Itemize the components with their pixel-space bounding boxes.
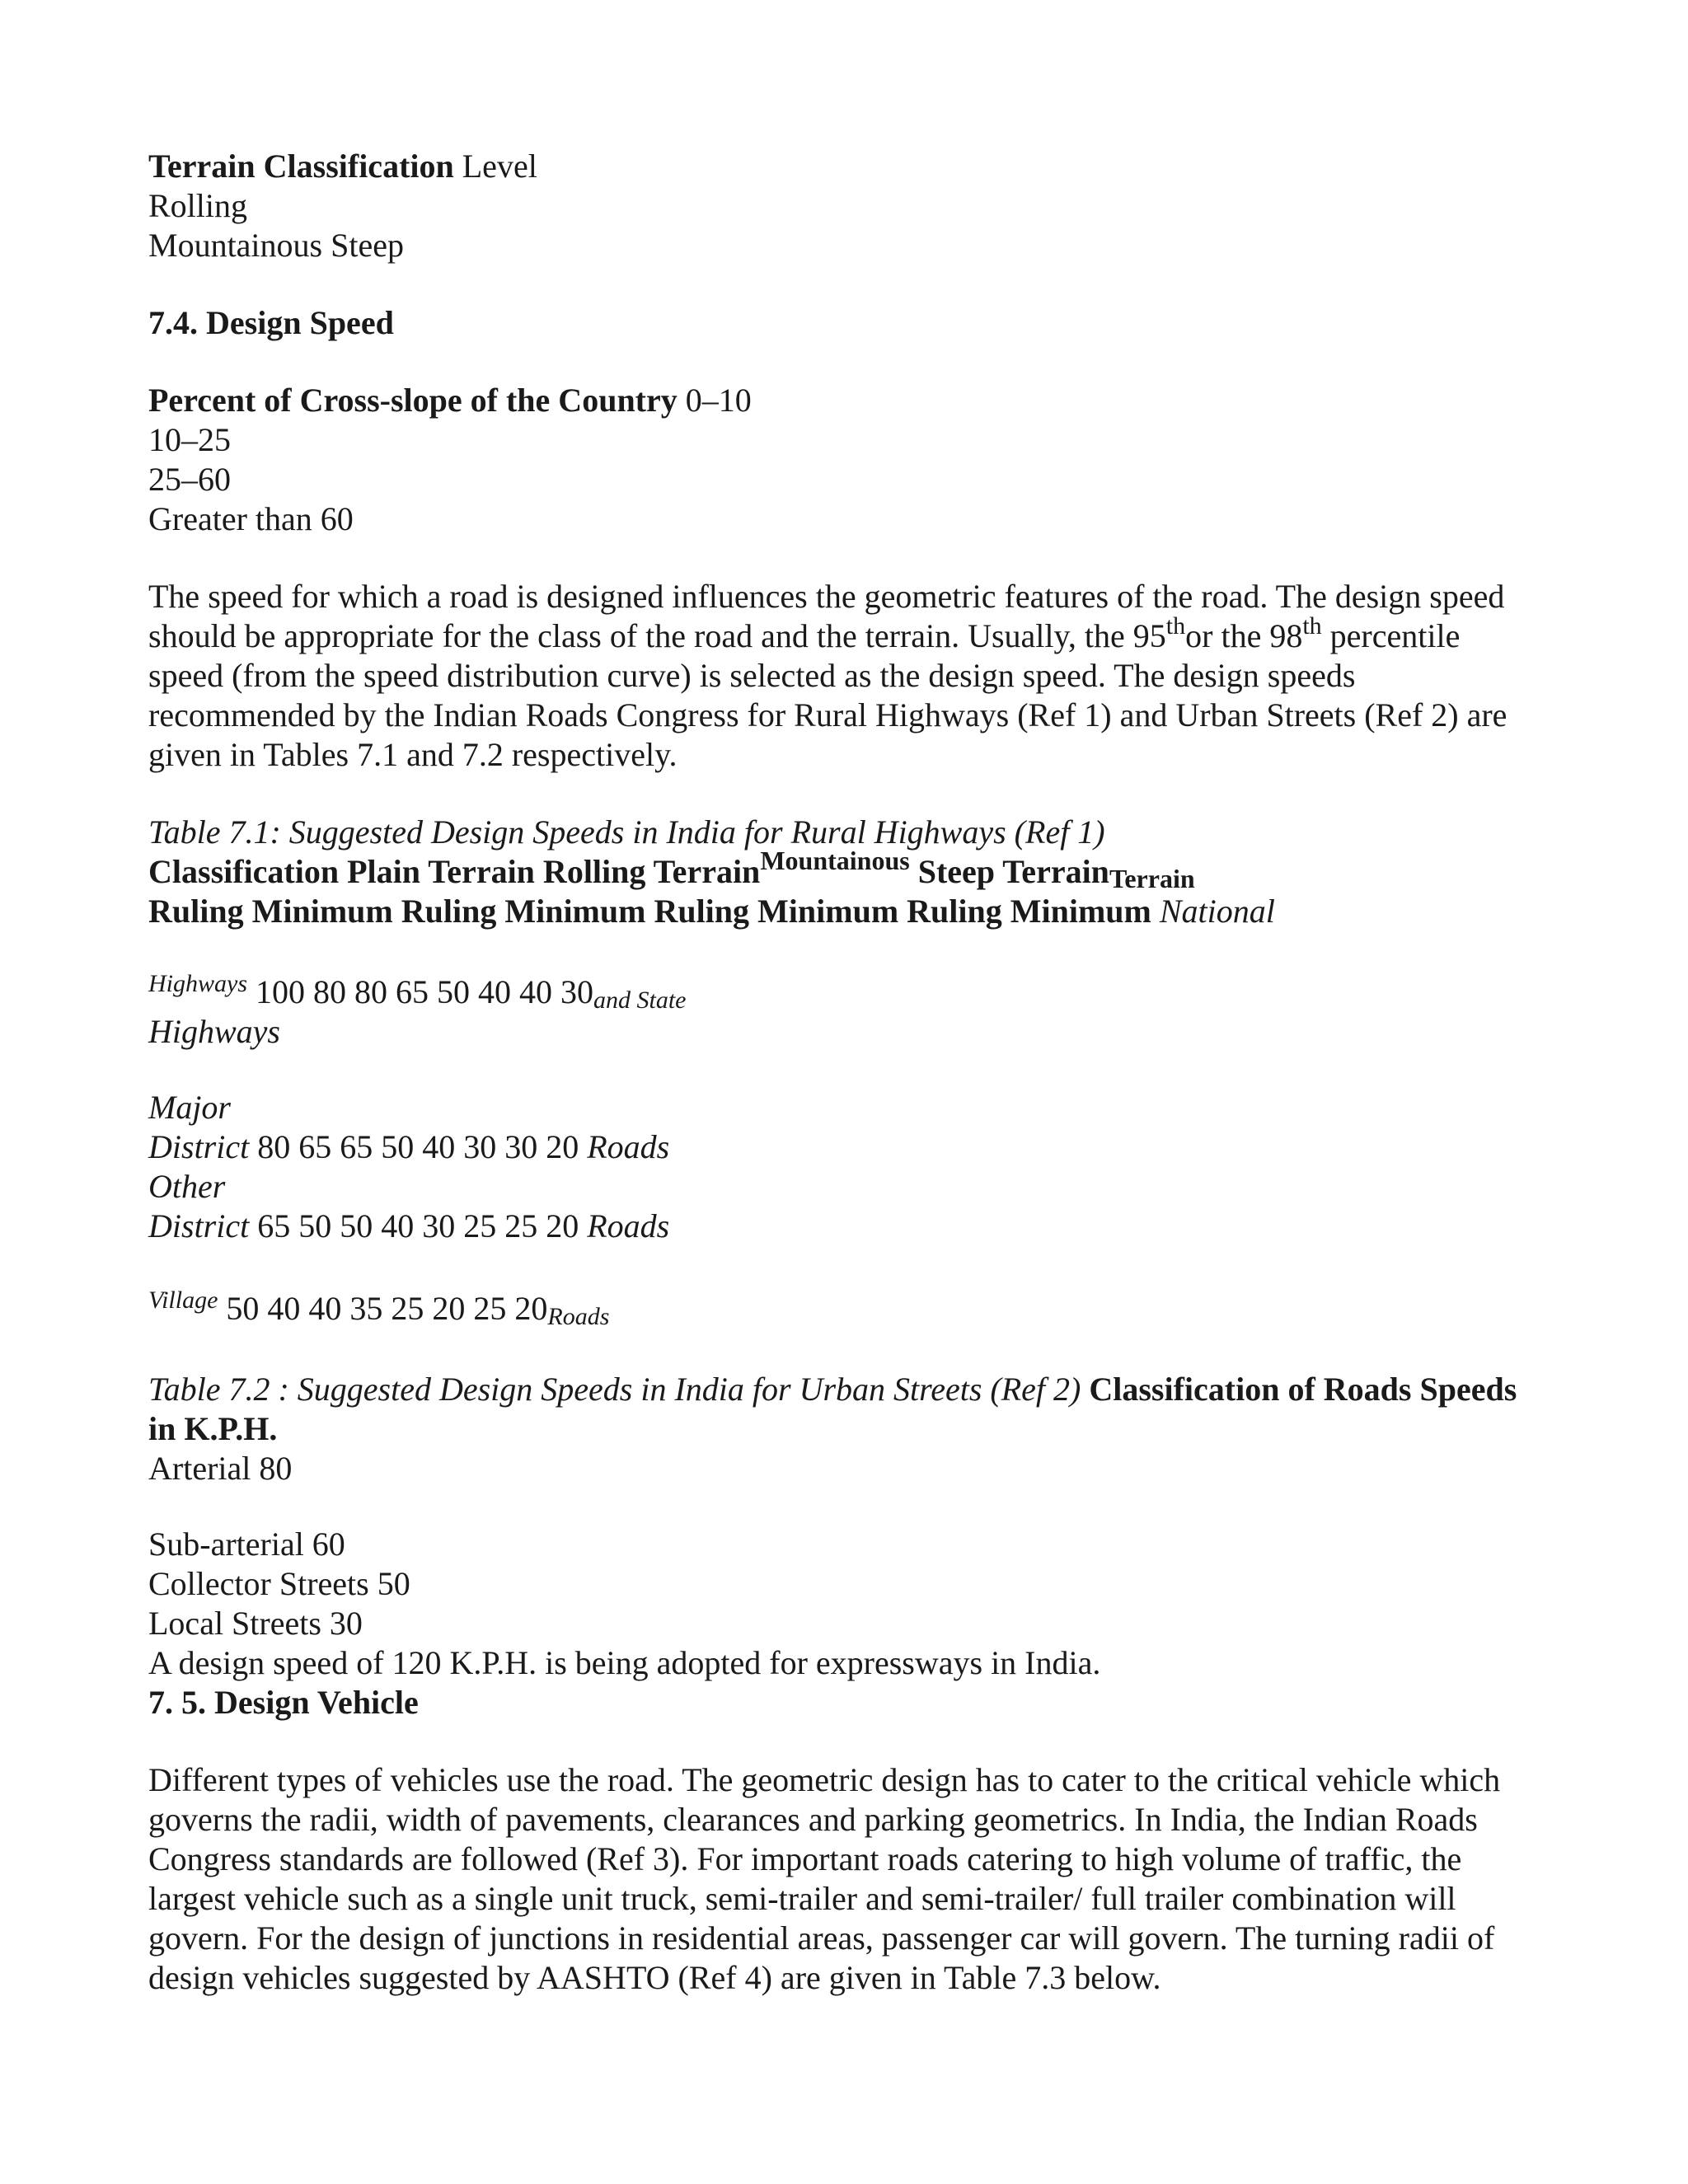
table-7-2-header: Classification of Roads Speeds in K.P.H. bbox=[148, 1371, 1517, 1447]
terrain-level: Level bbox=[462, 148, 537, 185]
design-vehicle-paragraph: Different types of vehicles use the road. The geometric design has to cater to the critical vehicle which governs the radii, width of pavements, clearances and parking geometrics. In India, the Indian Roads Congress standards are followed (Ref 3). For important roads catering to high volume of traffic, the largest vehicle such as a single unit truck, semi-trailer and semi-trailer/ full trailer combination will govern. For the design of junctions in residential areas, passenger car will govern. The turning radii of design vehicles suggested by AASHTO (Ref 4) are given in Table 7.3 below. bbox=[148, 1761, 1501, 1996]
superscript-th-2: th bbox=[1302, 612, 1322, 640]
section-7-5-heading: 7. 5. Design Vehicle bbox=[148, 1684, 419, 1721]
row-national-highways bbox=[148, 972, 1550, 1012]
paragraph-text-3: percentile speed (from the speed distribution curve) is selected as the design speed. The design speeds recommended by the Indian Roads Congress for Rural Highways (Ref 1) and Urban Streets (Ref 2) are given in Tables 7.1 and 7.2 respectively. bbox=[148, 617, 1507, 773]
terrain-classification-block bbox=[148, 147, 1550, 265]
terrain-rolling: Rolling bbox=[148, 187, 248, 224]
cross-slope-range-4: Greater than 60 bbox=[148, 500, 354, 537]
table-7-2-caption: Table 7.2 : Suggested Design Speeds in India for Urban Streets (Ref 2) bbox=[148, 1371, 1081, 1408]
header-terrain-sub: Terrain bbox=[1109, 864, 1195, 893]
cross-slope-line-1 bbox=[148, 381, 1550, 420]
table-row: Local Streets 30 bbox=[148, 1605, 363, 1642]
row-other-label: Other bbox=[148, 1168, 226, 1205]
terrain-line-1 bbox=[148, 147, 1550, 186]
table-row bbox=[148, 1088, 1550, 1246]
table-7-2-caption-line bbox=[148, 1370, 1533, 1449]
row-national-label: National bbox=[1159, 893, 1275, 930]
row-district-label: District bbox=[148, 1207, 250, 1244]
section-7-4-heading-wrap bbox=[148, 303, 1550, 343]
table-7-2-rows bbox=[148, 1525, 1550, 1722]
table-row: Collector Streets 50 bbox=[148, 1565, 410, 1602]
header-mountainous: Mountainous bbox=[760, 846, 910, 875]
superscript-th-1: th bbox=[1165, 612, 1186, 640]
table-7-1 bbox=[148, 813, 1550, 1329]
row-major-label: Major bbox=[148, 1089, 231, 1126]
header-classification-terrains: Classification Plain Terrain Rolling Terrain bbox=[148, 853, 761, 890]
cross-slope-range-1: 0–10 bbox=[685, 382, 752, 419]
table-7-2 bbox=[148, 1370, 1550, 1722]
row-district-label: District bbox=[148, 1128, 250, 1165]
document-page bbox=[148, 147, 1550, 1998]
table-row bbox=[148, 1286, 1550, 1330]
row-major-values: 80 65 65 50 40 30 30 20 bbox=[257, 1128, 579, 1165]
table-row: Sub-arterial 60 bbox=[148, 1526, 345, 1563]
row-village-roads bbox=[148, 1286, 1550, 1330]
section-7-4-heading: 7.4. Design Speed bbox=[148, 304, 394, 341]
paragraph-text-1: The speed for which a road is designed influences the geometric features of the road. The design speed should be appropriate for the class of the road and the terrain. Usually, the 95 bbox=[148, 578, 1505, 654]
expressway-note: A design speed of 120 K.P.H. is being adopted for expressways in India. bbox=[148, 1644, 1101, 1681]
cross-slope-block bbox=[148, 381, 1550, 539]
header-ruling-minimum: Ruling Minimum Ruling Minimum Ruling Minimum Ruling Minimum bbox=[148, 893, 1151, 930]
table-7-1-caption: Table 7.1: Suggested Design Speeds in India for Rural Highways (Ref 1) bbox=[148, 813, 1105, 851]
row-roads-sub: Roads bbox=[547, 1303, 610, 1330]
row-and-state-sub: and State bbox=[593, 987, 687, 1014]
table-7-1-header-row-1 bbox=[148, 846, 1550, 893]
row-roads-label: Roads bbox=[587, 1207, 670, 1244]
row-highways-sup: Highways bbox=[148, 970, 247, 997]
row-village-values: 50 40 40 35 25 20 25 20 bbox=[226, 1290, 548, 1327]
table-row bbox=[148, 972, 1550, 1052]
table-row: Arterial 80 bbox=[148, 1450, 293, 1487]
terrain-mountainous-steep: Mountainous Steep bbox=[148, 227, 404, 264]
row-other-values: 65 50 50 40 30 25 25 20 bbox=[257, 1207, 579, 1244]
row-roads-label: Roads bbox=[587, 1128, 670, 1165]
cross-slope-range-3: 25–60 bbox=[148, 461, 231, 498]
paragraph-text-2: or the 98 bbox=[1185, 617, 1303, 654]
row-other-district bbox=[148, 1207, 1550, 1246]
row-village-sup: Village bbox=[148, 1286, 218, 1314]
row-major-district bbox=[148, 1127, 1550, 1167]
row-highways-cont: Highways bbox=[148, 1013, 280, 1050]
header-steep-terrain: Steep Terrain bbox=[909, 853, 1109, 890]
design-speed-paragraph bbox=[148, 577, 1533, 775]
terrain-heading: Terrain Classification bbox=[148, 148, 454, 185]
cross-slope-range-2: 10–25 bbox=[148, 421, 231, 458]
row-national-values: 100 80 80 65 50 40 40 30 bbox=[256, 973, 593, 1010]
table-7-1-header-row-2 bbox=[148, 892, 1550, 931]
cross-slope-heading: Percent of Cross-slope of the Country bbox=[148, 382, 678, 419]
